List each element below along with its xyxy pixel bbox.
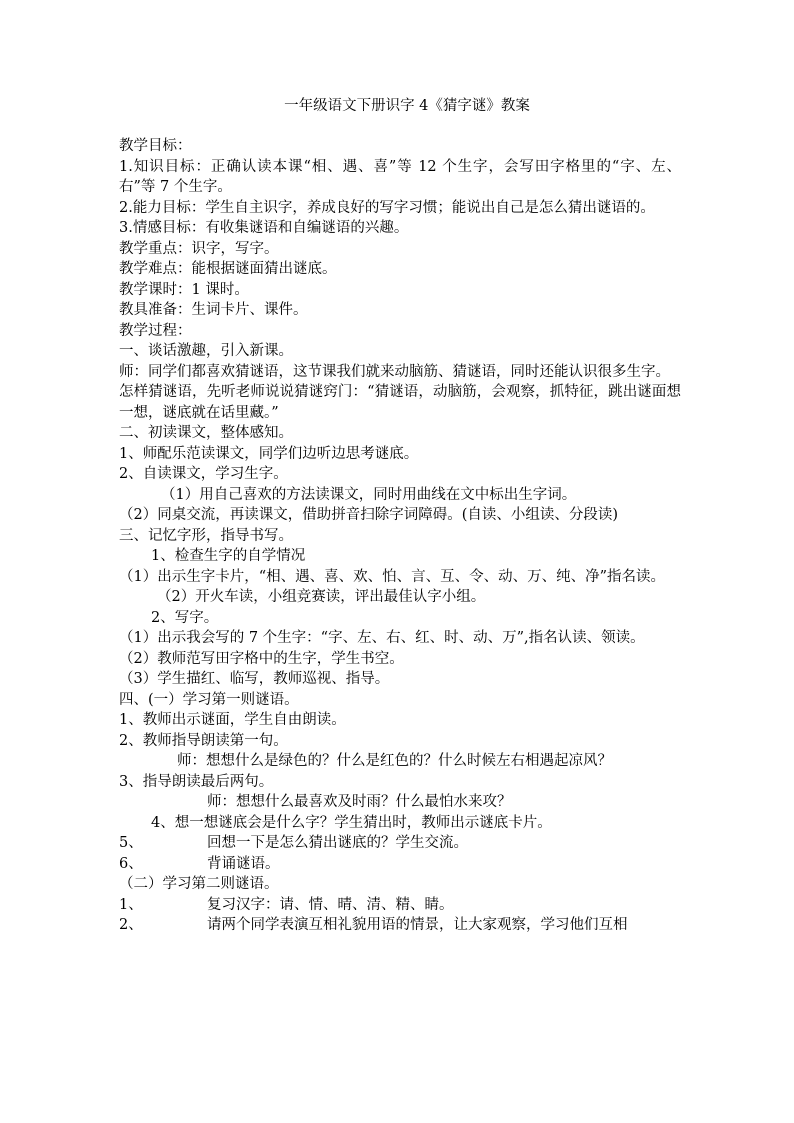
text-line: 2、教师指导朗读第一句。 xyxy=(119,732,288,749)
text-line: （2）教师范写田字格中的生字，学生书空。 xyxy=(119,650,404,667)
text-line: 3.情感目标：有收集谜语和自编谜语的兴趣。 xyxy=(119,220,409,236)
text-line: 2.能力目标：学生自主识字，养成良好的写字习惯；能说出自己是怎么猜出谜语的。 xyxy=(119,199,655,216)
item-number: 1、 xyxy=(119,896,143,913)
numbered-item xyxy=(119,854,681,875)
text-line: （二）学习第二则谜语。 xyxy=(119,876,279,892)
text-line: 1、教师出示谜面，学生自由朗读。 xyxy=(119,712,346,728)
text-line: 4、想一想谜底会是什么字？学生猜出时，教师出示谜底卡片。 xyxy=(151,814,552,831)
numbered-item xyxy=(119,915,681,936)
text-line: 2、自读课文，学习生字。 xyxy=(119,466,288,482)
text-line: （1）出示生字卡片，“相、遇、喜、欢、怕、言、互、令、动、万、纯、净”指名读。 xyxy=(119,568,666,585)
item-text: 复习汉字：请、情、晴、清、精、睛。 xyxy=(207,896,454,913)
text-line: 一、谈话激趣，引入新课。 xyxy=(119,343,293,359)
text-line: 三、记忆字形，指导书写。 xyxy=(119,527,293,544)
text-line: 1.知识目标：正确认读本课“相、遇、喜”等 12 个生字，会写田字格里的“字、左、右”等 7 个生字。 xyxy=(119,158,681,195)
item-text: 请两个同学表演互相礼貌用语的情景，让大家观察，学习他们互相 xyxy=(207,917,628,933)
text-line: 2、写字。 xyxy=(151,609,219,626)
text-line: 四、(一）学习第一则谜语。 xyxy=(119,691,299,708)
text-line: 教学课时：1 课时。 xyxy=(119,281,249,298)
text-line: 教具准备：生词卡片、课件。 xyxy=(119,302,308,318)
text-line: 3、指导朗读最后两句。 xyxy=(119,773,274,790)
text-line: （1）出示我会写的 7 个生字：“字、左、右、红、时、动、万”,指名认读、领读。 xyxy=(119,630,645,646)
text-line: 教学重点：识字，写字。 xyxy=(119,240,279,257)
item-number: 6、 xyxy=(119,855,143,872)
text-line: 师：想想什么最喜欢及时雨？什么最怕水来攻？ xyxy=(207,794,512,810)
document-title: 一年级语文下册识字 4《猜字谜》教案 xyxy=(284,98,530,114)
item-number: 5、 xyxy=(119,835,143,851)
numbered-item xyxy=(119,895,681,916)
document-body xyxy=(119,136,681,936)
text-line: 1、检查生字的自学情况 xyxy=(151,548,306,564)
text-line: （2）同桌交流，再读课文，借助拼音扫除字词障碍。(自读、小组读、分段读) xyxy=(119,507,619,523)
text-line: 师：同学们都喜欢猜谜语，这节课我们就来动脑筋、猜谜语，同时还能认识很多生字。 xyxy=(119,363,670,380)
text-line: 二、初读课文，整体感知。 xyxy=(119,425,293,441)
item-number: 2、 xyxy=(119,917,143,933)
text-line: 怎样猜谜语，先听老师说说猜谜窍门：“猜谜语，动脑筋，会观察，抓特征，跳出谜面想一想，谜底就在话里藏。” xyxy=(119,384,681,421)
numbered-item xyxy=(119,833,681,854)
text-line: 教学难点：能根据谜面猜出谜底。 xyxy=(119,261,337,277)
text-line: 教学目标： xyxy=(119,138,192,154)
item-text: 背诵谜语。 xyxy=(207,855,280,872)
text-line: 教学过程： xyxy=(119,322,192,339)
item-text: 回想一下是怎么猜出谜底的？学生交流。 xyxy=(207,835,468,851)
text-line: （2）开火车读，小组竞赛读，评出最佳认字小组。 xyxy=(157,589,486,605)
text-line: 师：想想什么是绿色的？什么是红色的？什么时候左右相遇起凉风？ xyxy=(177,753,612,769)
text-line: （1）用自己喜欢的方法读课文，同时用曲线在文中标出生字词。 xyxy=(161,486,577,503)
text-line: 1、师配乐范读课文，同学们边听边思考谜底。 xyxy=(119,445,419,462)
text-line: （3）学生描红、临写，教师巡视、指导。 xyxy=(119,671,390,687)
